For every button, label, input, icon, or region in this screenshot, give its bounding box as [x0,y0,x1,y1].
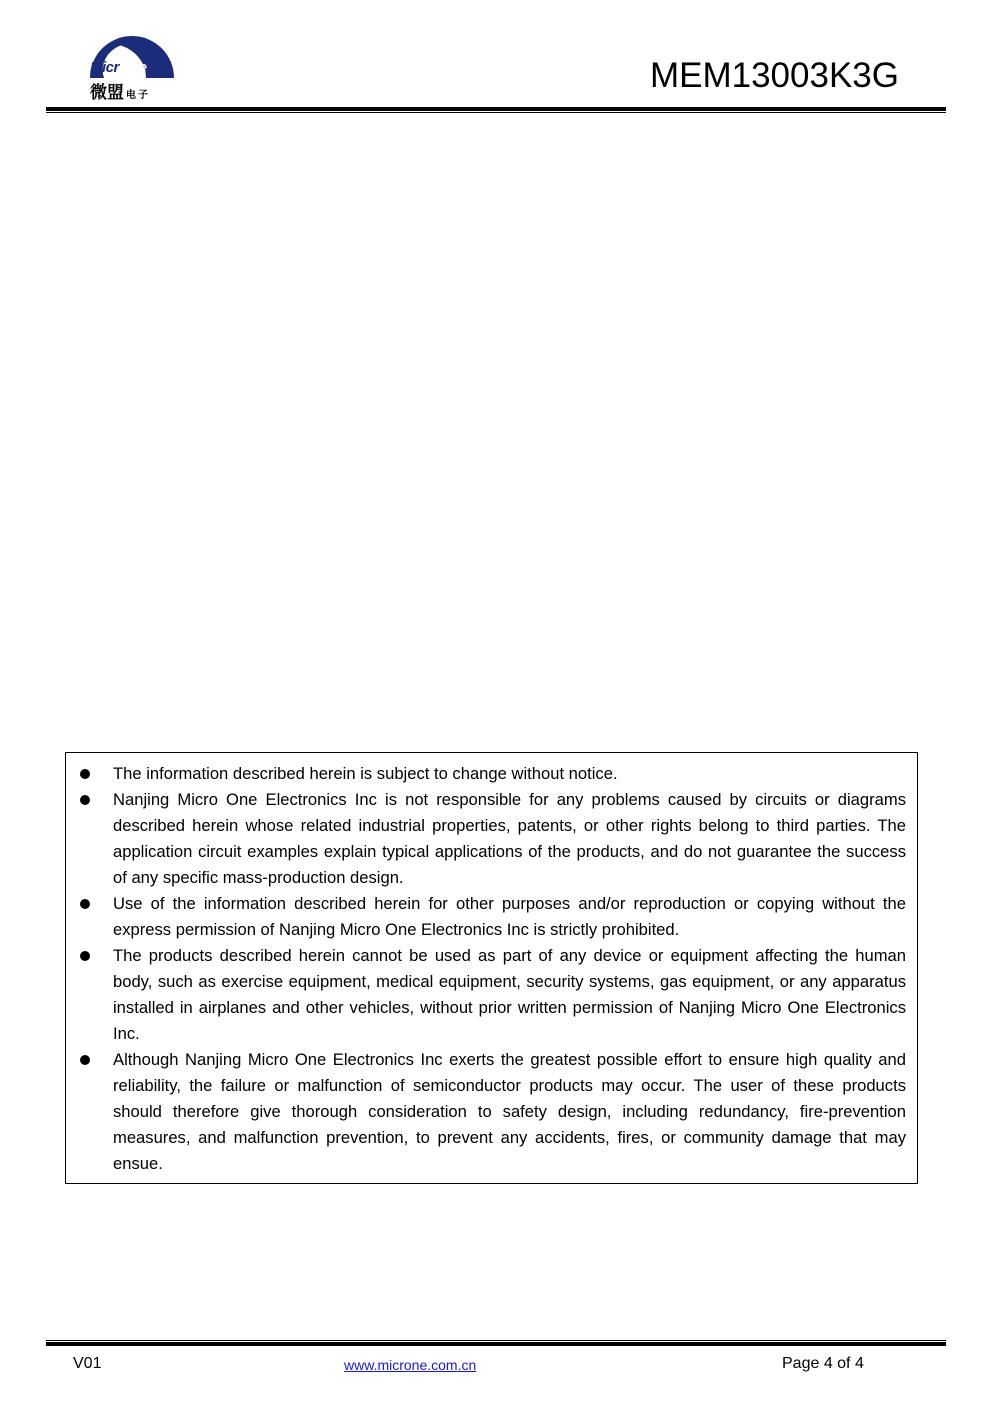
logo-chinese-main: 微盟 [90,83,124,103]
disclaimer-item [66,1047,906,1177]
disclaimer-text: Although Nanjing Micro One Electronics Inc exerts the greatest possible effort to ensure high quality and reliability, the failure or malfunction of semiconductor products may occur. The user of these products should therefore give thorough consideration to safety design, including redundancy, fire-prevention measures, and malfunction prevention, to prevent any accidents, fires, or community damage that may ensue. [113,1050,906,1173]
disclaimer-text: Use of the information described herein for other purposes and/or reproduction or copying without the express permission of Nanjing Micro One Electronics Inc is strictly prohibited. [113,894,906,939]
logo-wordmark [90,60,147,75]
footer-website-link[interactable]: www.microne.com.cn [344,1357,477,1373]
disclaimer-item [66,787,906,891]
bullet-icon [80,795,90,805]
footer-page-number: Page 4 of 4 [782,1355,864,1372]
footer-rule-thick [46,1342,946,1346]
footer-version: V01 [73,1355,102,1372]
bullet-icon [80,1055,90,1065]
disclaimer-item [66,761,906,787]
disclaimer-text: The information described herein is subject to change without notice. [113,764,618,783]
logo-chinese-name [90,78,150,103]
header-rule-thick [46,107,946,111]
bullet-icon [80,899,90,909]
disclaimer-item [66,891,906,943]
disclaimer-item [66,943,906,1047]
logo-wordmark-part1: Micr [90,59,119,76]
disclaimer-text: The products described herein cannot be used as part of any device or equipment affecting the human body, such as exercise equipment, medical equipment, security systems, gas equipment, or any apparatus installed in airplanes and other vehicles, without prior written permission of Nanjing Micro One Electronics Inc. [113,946,906,1043]
footer-rule-thin [46,1340,946,1341]
disclaimer-text: Nanjing Micro One Electronics Inc is not responsible for any problems caused by circuits or diagrams described herein whose related industrial properties, patents, or other rights belong to third parties. The application circuit examples explain typical applications of the products, and do not guarantee the success of any specific mass-production design. [113,790,906,887]
header-rule-thin [46,112,946,113]
disclaimer-notice-box [65,752,918,1184]
disclaimer-list [66,753,917,1177]
bullet-icon [80,951,90,961]
logo-chinese-sub: 电子 [126,90,150,101]
bullet-icon [80,769,90,779]
document-title: MEM13003K3G [649,56,899,95]
logo-wordmark-part2: One [118,59,147,76]
